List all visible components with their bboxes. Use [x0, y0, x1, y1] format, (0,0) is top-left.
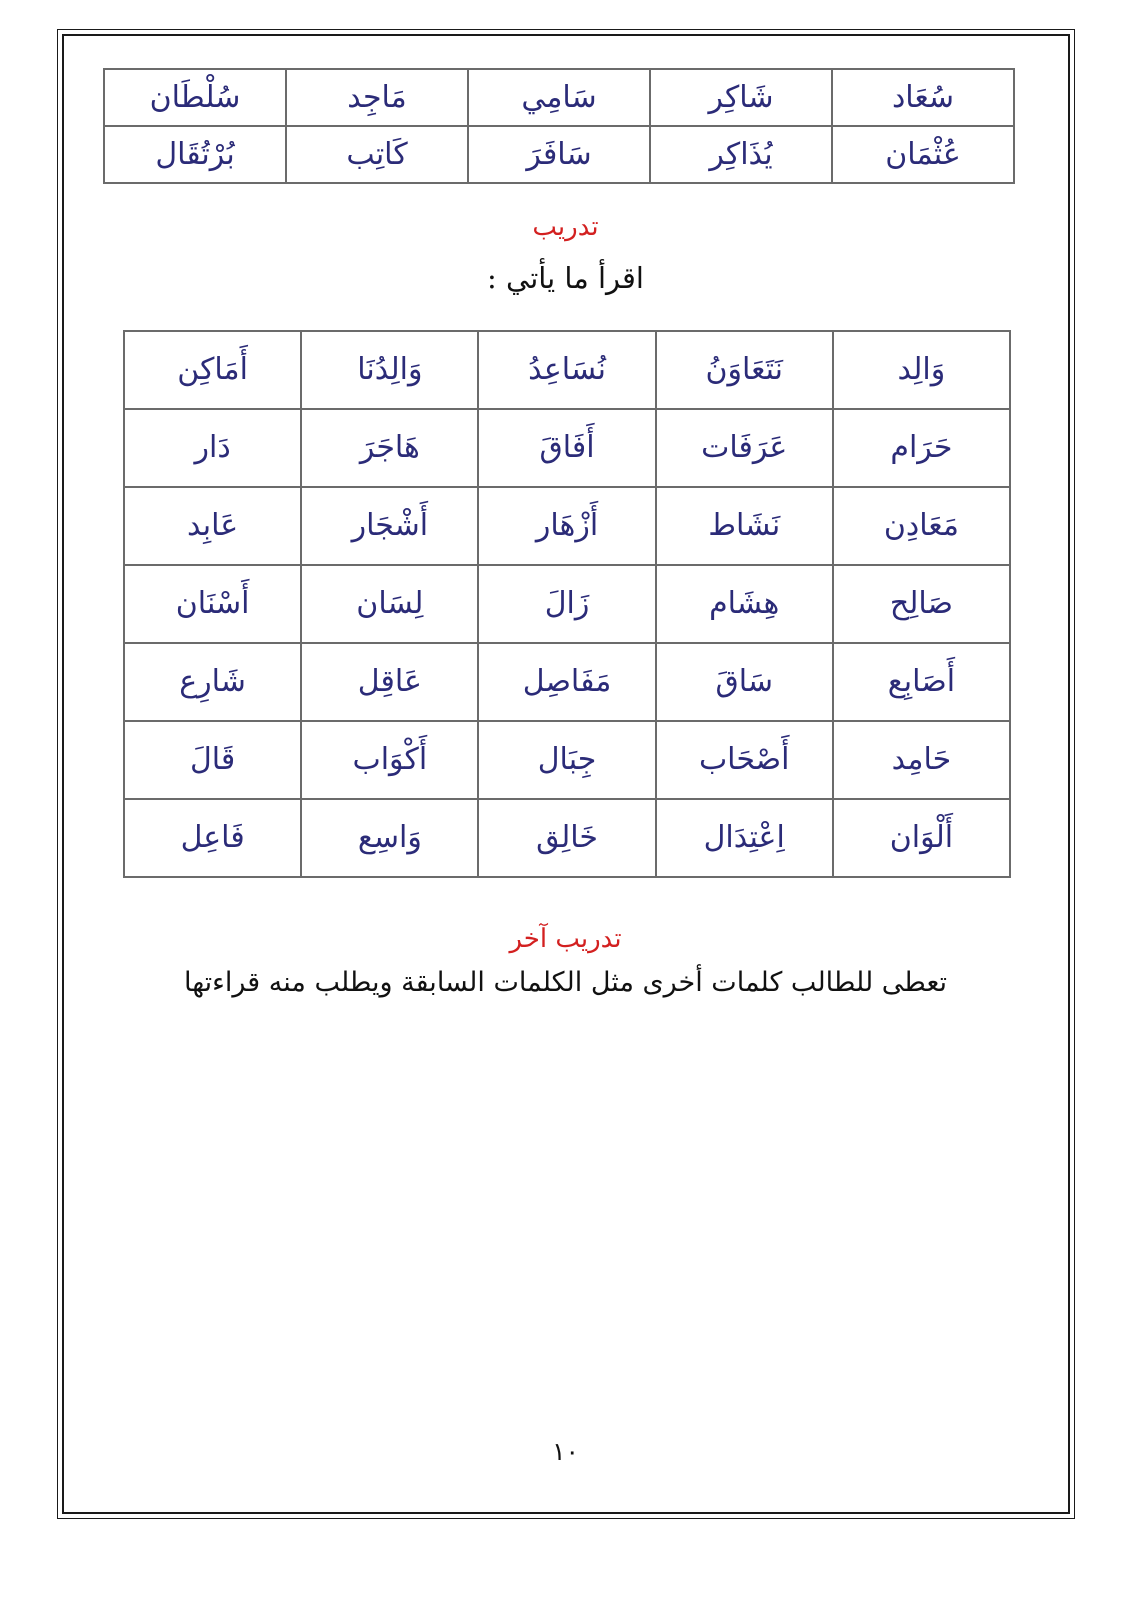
table-row	[124, 331, 1010, 409]
table-row	[124, 799, 1010, 877]
table-cell: نُسَاعِدُ	[478, 331, 655, 409]
table-cell: دَار	[124, 409, 301, 487]
exercise-two-heading: تدريب آخر	[509, 924, 622, 954]
words-table-body	[124, 331, 1010, 877]
table-cell: سَاقَ	[656, 643, 833, 721]
table-cell: شَارِع	[124, 643, 301, 721]
exercise-two-instruction: تعطى للطالب كلمات أخرى مثل الكلمات السابقة ويطلب منه قراءتها	[184, 967, 947, 998]
table-cell: اِعْتِدَال	[656, 799, 833, 877]
table-cell: مَعَادِن	[833, 487, 1010, 565]
table-cell: أَلْوَان	[833, 799, 1010, 877]
table-cell: كَاتِب	[286, 126, 468, 183]
table-cell: قَالَ	[124, 721, 301, 799]
table-cell: خَالِق	[478, 799, 655, 877]
table-cell: هِشَام	[656, 565, 833, 643]
table-cell: وَالِدُنَا	[301, 331, 478, 409]
table-cell: حَرَام	[833, 409, 1010, 487]
table-cell: زَالَ	[478, 565, 655, 643]
table-row	[124, 643, 1010, 721]
table-row	[104, 126, 1014, 183]
table-cell: أَفَاقَ	[478, 409, 655, 487]
table-cell: شَاكِر	[650, 69, 832, 126]
table-cell: أَسْنَان	[124, 565, 301, 643]
table-row	[124, 721, 1010, 799]
table-cell: عَرَفَات	[656, 409, 833, 487]
table-cell: سُلْطَان	[104, 69, 286, 126]
names-table	[103, 68, 1015, 184]
table-cell: وَالِد	[833, 331, 1010, 409]
table-cell: سُعَاد	[832, 69, 1014, 126]
names-table-body	[104, 69, 1014, 183]
table-cell: وَاسِع	[301, 799, 478, 877]
exercise-one-heading: تدريب	[532, 212, 599, 242]
table-cell: جِبَال	[478, 721, 655, 799]
table-cell: أَزْهَار	[478, 487, 655, 565]
table-cell: نَشَاط	[656, 487, 833, 565]
table-cell: أَشْجَار	[301, 487, 478, 565]
exercise-one-instruction: اقرأ ما يأتي :	[487, 261, 644, 295]
table-cell: عُثْمَان	[832, 126, 1014, 183]
table-cell: عَاقِل	[301, 643, 478, 721]
table-cell: حَامِد	[833, 721, 1010, 799]
table-cell: لِسَان	[301, 565, 478, 643]
table-row	[104, 69, 1014, 126]
table-row	[124, 487, 1010, 565]
table-cell: نَتَعَاوَنُ	[656, 331, 833, 409]
table-cell: صَالِح	[833, 565, 1010, 643]
words-table	[123, 330, 1011, 878]
table-cell: مَاجِد	[286, 69, 468, 126]
table-cell: مَفَاصِل	[478, 643, 655, 721]
table-row	[124, 565, 1010, 643]
table-cell: أَمَاكِن	[124, 331, 301, 409]
table-cell: أَكْوَاب	[301, 721, 478, 799]
table-cell: يُذَاكِر	[650, 126, 832, 183]
table-cell: أَصْحَاب	[656, 721, 833, 799]
table-cell: سَامِي	[468, 69, 650, 126]
page-number: ١٠	[552, 1437, 579, 1466]
table-cell: فَاعِل	[124, 799, 301, 877]
table-row	[124, 409, 1010, 487]
table-cell: هَاجَرَ	[301, 409, 478, 487]
table-cell: عَابِد	[124, 487, 301, 565]
table-cell: بُرْتُقَال	[104, 126, 286, 183]
table-cell: سَافَرَ	[468, 126, 650, 183]
table-cell: أَصَابِع	[833, 643, 1010, 721]
